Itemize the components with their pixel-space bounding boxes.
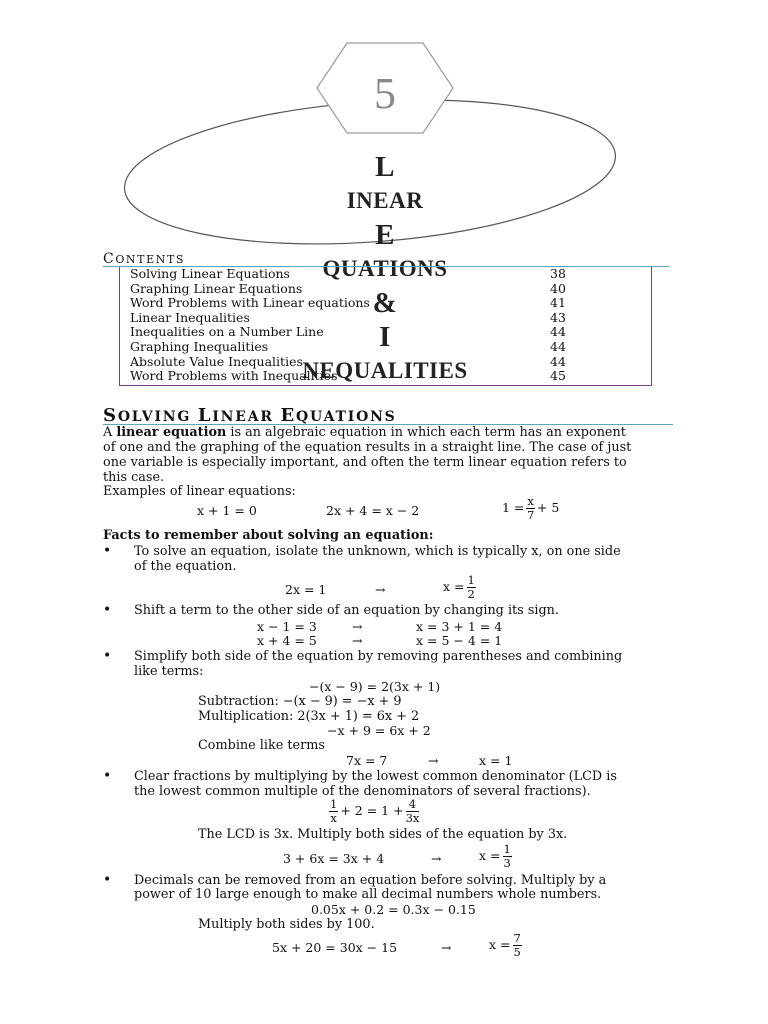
arrow-icon: → bbox=[428, 753, 439, 768]
example-eq-2: 2x + 4 = x − 2 bbox=[326, 503, 420, 518]
fraction bbox=[467, 574, 476, 601]
toc-page: 38 bbox=[550, 266, 566, 281]
fraction bbox=[503, 843, 512, 870]
intro-line4: this case. bbox=[103, 470, 165, 485]
facts-heading-text: Facts to remember about solving an equation: bbox=[103, 528, 434, 543]
fraction bbox=[513, 932, 522, 959]
b3-final-right: x = 1 bbox=[479, 753, 513, 768]
fraction-numerator: x bbox=[527, 494, 534, 508]
b4-mid: + 2 = 1 + bbox=[340, 803, 404, 818]
bullet1-line1: To solve an equation, isolate the unknown, which is typically x, on one side bbox=[134, 544, 621, 559]
intro-line3: one variable is especially important, and often the term linear equation refers to bbox=[103, 455, 627, 470]
bullet2-text: Shift a term to the other side of an equation by changing its sign. bbox=[134, 603, 559, 618]
fraction bbox=[406, 798, 420, 825]
toc-page: 45 bbox=[550, 368, 566, 384]
fraction-numerator: 7 bbox=[513, 931, 521, 945]
toc-label: Word Problems with Linear equations bbox=[130, 295, 370, 311]
intro-rest: is an algebraic equation in which each term has an exponent bbox=[230, 425, 626, 440]
arrow-icon: → bbox=[375, 582, 386, 597]
toc-label: Solving Linear Equations bbox=[130, 266, 290, 281]
intro-line1 bbox=[103, 425, 626, 440]
b3-multiplication: Multiplication: 2(3x + 1) = 6x + 2 bbox=[198, 709, 420, 724]
toc-row[interactable] bbox=[130, 311, 645, 326]
b2-r1-right: x = 3 + 1 = 4 bbox=[416, 619, 503, 634]
toc-row[interactable] bbox=[130, 296, 645, 311]
b3-final-left: 7x = 7 bbox=[346, 753, 388, 768]
b1-eq-right bbox=[443, 574, 478, 601]
bullet5-line2: power of 10 large enough to make all decimal numbers whole numbers. bbox=[134, 887, 602, 902]
fraction-denominator: 5 bbox=[513, 945, 521, 959]
bullet-icon: • bbox=[103, 648, 112, 664]
fraction-denominator: 7 bbox=[526, 508, 535, 522]
toc-page: 44 bbox=[550, 353, 566, 369]
bullet-icon: • bbox=[103, 543, 112, 559]
toc-label: Graphing Inequalities bbox=[130, 339, 269, 354]
bullet-icon: • bbox=[103, 768, 112, 784]
fraction-numerator: 1 bbox=[503, 842, 511, 856]
toc-label: Graphing Linear Equations bbox=[130, 280, 303, 296]
fraction-denominator: 2 bbox=[467, 587, 475, 601]
b3-result: −x + 9 = 6x + 2 bbox=[327, 723, 431, 738]
example-eq-3 bbox=[502, 495, 559, 522]
eq3-left: 1 = bbox=[502, 500, 525, 515]
bullet-icon: • bbox=[103, 602, 112, 618]
fraction-denominator: 3 bbox=[503, 856, 511, 870]
b5-eq: 0.05x + 0.2 = 0.3x − 0.15 bbox=[311, 902, 476, 917]
fraction bbox=[526, 495, 535, 522]
bullet-icon: • bbox=[103, 872, 112, 888]
arrow-icon: → bbox=[441, 940, 452, 955]
toc-row[interactable] bbox=[130, 282, 645, 297]
chapter-number: 5 bbox=[374, 69, 396, 118]
bullet3-line1: Simplify both side of the equation by removing parentheses and combining bbox=[134, 649, 623, 664]
fraction-numerator: 1 bbox=[330, 797, 338, 811]
b1-x: x = bbox=[443, 579, 465, 594]
chapter-title-line2: I NEQUALITIES bbox=[302, 321, 468, 383]
b4-equation bbox=[327, 798, 421, 825]
examples-label: Examples of linear equations: bbox=[103, 484, 296, 499]
section-heading: SOLVING LINEAR EQUATIONS bbox=[103, 405, 397, 426]
toc-row[interactable] bbox=[130, 355, 645, 370]
example-eq-1: x + 1 = 0 bbox=[197, 503, 257, 518]
toc-row[interactable] bbox=[130, 369, 645, 384]
bullet4-line1: Clear fractions by multiplying by the lowest common denominator (LCD is bbox=[134, 769, 617, 784]
arrow-icon: → bbox=[431, 851, 442, 866]
intro-term: linear equation bbox=[116, 425, 227, 440]
b4-eq-right bbox=[479, 843, 514, 870]
toc-page: 41 bbox=[550, 295, 566, 311]
b5-eq2-right bbox=[489, 932, 524, 959]
intro-article: A bbox=[103, 425, 113, 440]
toc-page: 40 bbox=[550, 280, 566, 296]
toc-label: Absolute Value Inequalities bbox=[130, 353, 303, 369]
fraction-numerator: 4 bbox=[406, 798, 420, 812]
b1-eq-left: 2x = 1 bbox=[285, 582, 327, 597]
contents-heading: CONTENTS bbox=[103, 251, 186, 267]
toc-label: Word Problems with Inequalities bbox=[130, 368, 338, 384]
intro-line2: of one and the graphing of the equation results in a straight line. The case of just bbox=[103, 440, 632, 455]
b2-r1-left: x − 1 = 3 bbox=[257, 619, 317, 634]
b5-x: x = bbox=[489, 937, 511, 952]
toc-label: Linear Inequalities bbox=[130, 309, 250, 325]
fraction bbox=[329, 798, 338, 825]
b4-x: x = bbox=[479, 848, 501, 863]
facts-heading bbox=[103, 528, 433, 543]
bullet4-line2: the lowest common multiple of the denominators of several fractions). bbox=[134, 784, 591, 799]
toc-page: 43 bbox=[550, 309, 566, 325]
toc-row[interactable] bbox=[130, 340, 645, 355]
fraction-denominator: 3x bbox=[405, 811, 420, 825]
b5-eq2-left: 5x + 20 = 30x − 15 bbox=[272, 940, 398, 955]
b3-combine: Combine like terms bbox=[198, 738, 325, 753]
b3-eq: −(x − 9) = 2(3x + 1) bbox=[309, 679, 441, 694]
b4-lcd: The LCD is 3x. Multiply both sides of the equation by 3x. bbox=[198, 827, 568, 842]
toc-page: 44 bbox=[550, 339, 566, 354]
bullet5-line1: Decimals can be removed from an equation before solving. Multiply by a bbox=[134, 873, 607, 888]
bullet1-line2: of the equation. bbox=[134, 559, 237, 574]
contents-table bbox=[119, 267, 652, 386]
b4-eq-left: 3 + 6x = 3x + 4 bbox=[283, 851, 385, 866]
b3-subtraction: Subtraction: −(x − 9) = −x + 9 bbox=[198, 694, 402, 709]
arrow-icon: → bbox=[352, 619, 363, 634]
b2-r2-right: x = 5 − 4 = 1 bbox=[416, 633, 503, 648]
b5-multiply: Multiply both sides by 100. bbox=[198, 917, 375, 932]
toc-label: Inequalities on a Number Line bbox=[130, 324, 324, 340]
toc-row[interactable] bbox=[130, 267, 645, 282]
fraction-numerator: 1 bbox=[467, 573, 475, 587]
chapter-title-line1: L INEAR E QUATIONS & bbox=[322, 151, 448, 319]
arrow-icon: → bbox=[352, 633, 363, 648]
toc-row[interactable] bbox=[130, 325, 645, 340]
toc-page: 44 bbox=[550, 324, 566, 340]
fraction-denominator: x bbox=[330, 811, 337, 825]
bullet3-line2: like terms: bbox=[134, 664, 204, 679]
b2-r2-left: x + 4 = 5 bbox=[257, 633, 317, 648]
eq3-right: + 5 bbox=[536, 500, 560, 515]
